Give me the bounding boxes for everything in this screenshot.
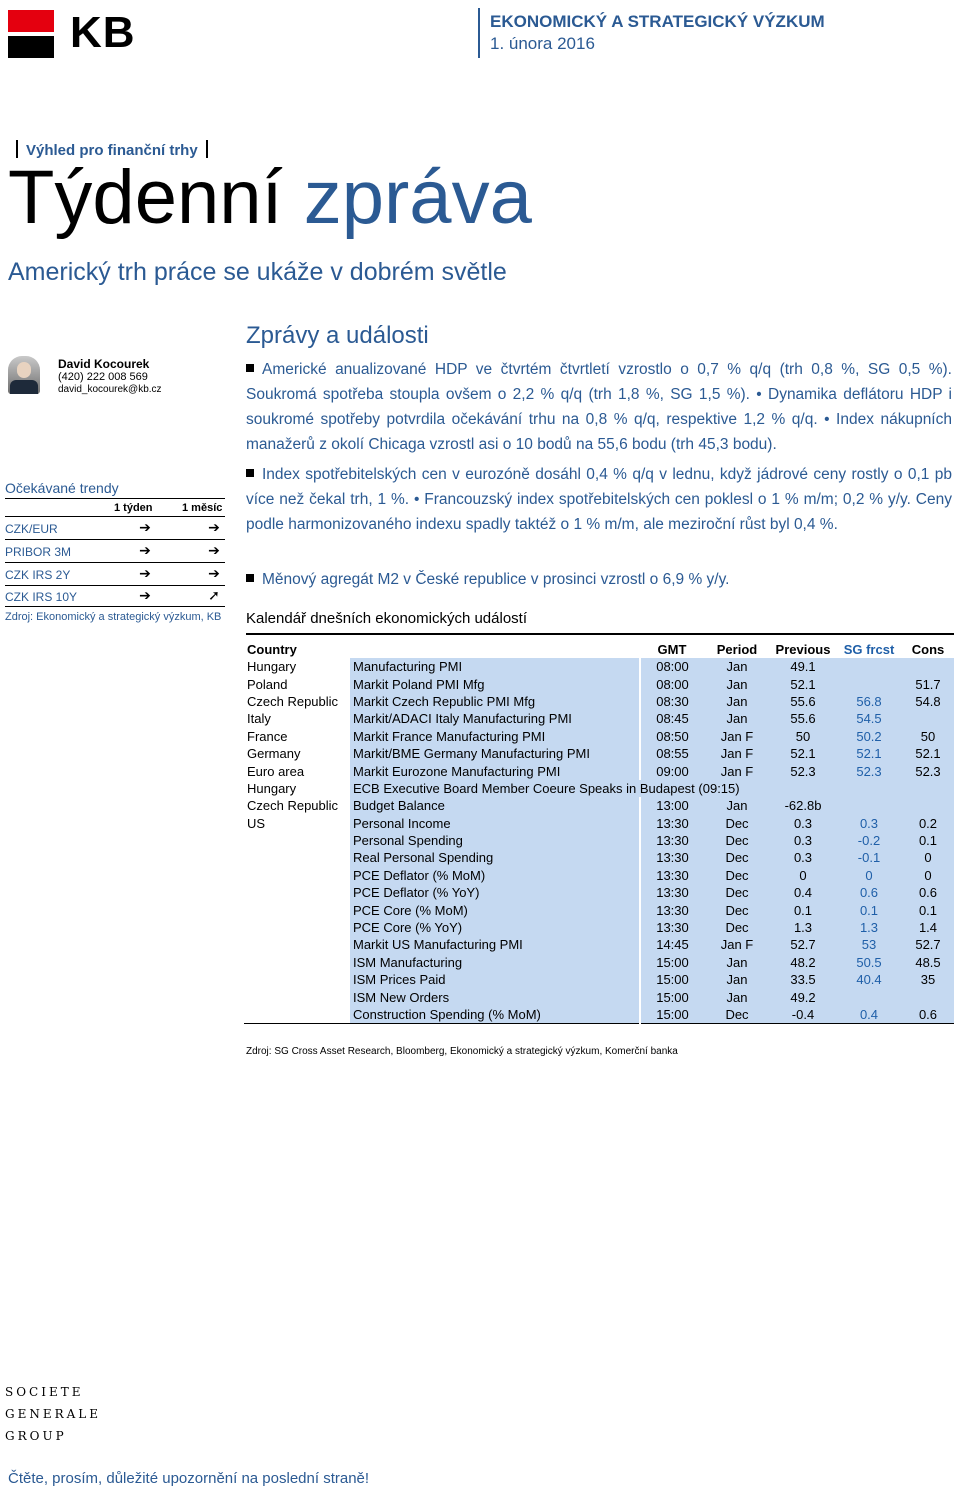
cell-consensus <box>902 710 954 727</box>
cell-gmt: 08:50 <box>640 728 704 745</box>
cell-period: Jan <box>704 693 770 710</box>
trends-rule-top <box>5 498 225 499</box>
cell-sg-forecast: 56.8 <box>836 693 902 710</box>
col-consensus: Cons <box>911 641 945 657</box>
cell-previous: 0.3 <box>770 815 836 832</box>
calendar-row <box>244 815 954 832</box>
cell-previous: 0.3 <box>770 832 836 849</box>
cell-country: Poland <box>244 675 350 692</box>
cell-country: Germany <box>244 745 350 762</box>
cell-event: PCE Deflator (% MoM) <box>350 867 640 884</box>
cell-country: Czech Republic <box>244 693 350 710</box>
trend-month-arrow-icon: ➔ <box>208 519 220 535</box>
cell-period: Jan <box>704 954 770 971</box>
calendar-row <box>244 780 954 797</box>
trend-label-czk-eur: CZK/EUR <box>5 522 58 536</box>
cell-period: Dec <box>704 884 770 901</box>
trend-label-pribor-3m: PRIBOR 3M <box>5 545 72 559</box>
calendar-row <box>244 832 954 849</box>
cell-consensus: 0.1 <box>902 832 954 849</box>
cell-country: Italy <box>244 710 350 727</box>
calendar-rule <box>246 633 954 635</box>
trends-rule <box>5 585 225 586</box>
cell-previous: 49.1 <box>770 658 836 675</box>
cell-previous: 1.3 <box>770 919 836 936</box>
cell-country: Euro area <box>244 762 350 779</box>
title-part2: zpráva <box>303 155 532 240</box>
cell-period: Jan F <box>704 728 770 745</box>
cell-gmt: 08:45 <box>640 710 704 727</box>
calendar-row <box>244 675 954 692</box>
cell-previous: 0.1 <box>770 901 836 918</box>
cell-period: Dec <box>704 919 770 936</box>
cell-period: Jan <box>704 988 770 1005</box>
trend-month-arrow-icon: ➔ <box>208 542 220 558</box>
cell-previous: 55.6 <box>770 710 836 727</box>
cell-country <box>244 901 350 918</box>
cell-gmt: 14:45 <box>640 936 704 953</box>
cell-gmt: 13:30 <box>640 815 704 832</box>
cell-previous: 52.7 <box>770 936 836 953</box>
trend-week-arrow-icon: ➔ <box>139 519 151 535</box>
cell-gmt: 08:30 <box>640 693 704 710</box>
cell-sg-forecast: 0.1 <box>836 901 902 918</box>
cell-event: Budget Balance <box>350 797 640 814</box>
kb-logo-text: KB <box>70 8 136 57</box>
calendar-header-row <box>244 640 954 658</box>
trend-week-arrow-icon: ➔ <box>139 542 151 558</box>
trends-title: Očekávané trendy <box>5 480 119 496</box>
cell-sg-forecast: 52.3 <box>836 762 902 779</box>
bullet-square-icon <box>246 574 254 582</box>
col-previous: Previous <box>775 641 831 657</box>
cell-previous: -0.4 <box>770 1006 836 1024</box>
cell-consensus: 0.6 <box>902 884 954 901</box>
cell-period: Dec <box>704 867 770 884</box>
cell-consensus <box>902 658 954 675</box>
cell-event: ECB Executive Board Member Coeure Speaks in Budapest (09:15) <box>350 780 836 797</box>
author-phone: (420) 222 008 569 <box>58 371 148 383</box>
col-event <box>350 640 640 658</box>
cell-gmt: 08:55 <box>640 745 704 762</box>
calendar-row <box>244 849 954 866</box>
calendar-row <box>244 745 954 762</box>
cell-country <box>244 971 350 988</box>
cell-event: Markit France Manufacturing PMI <box>350 728 640 745</box>
cell-period: Dec <box>704 1006 770 1024</box>
cell-previous: 0.4 <box>770 884 836 901</box>
page-title <box>8 155 532 240</box>
cell-consensus <box>902 780 954 797</box>
cell-country <box>244 867 350 884</box>
page-subtitle: Americký trh práce se ukáže v dobrém světle <box>8 258 507 286</box>
cell-gmt: 09:00 <box>640 762 704 779</box>
col-period: Period <box>716 641 758 657</box>
cell-sg-forecast: 0.6 <box>836 884 902 901</box>
cell-event: Construction Spending (% MoM) <box>350 1006 640 1024</box>
cell-country: Hungary <box>244 658 350 675</box>
cell-event: ISM New Orders <box>350 988 640 1005</box>
cell-previous: 52.3 <box>770 762 836 779</box>
kicker-text: Výhled pro finanční trhy <box>26 142 198 159</box>
cell-consensus: 52.7 <box>902 936 954 953</box>
cell-event: ISM Prices Paid <box>350 971 640 988</box>
cell-event: Personal Income <box>350 815 640 832</box>
cell-period: Jan <box>704 971 770 988</box>
cell-period: Dec <box>704 815 770 832</box>
cell-period: Dec <box>704 901 770 918</box>
trends-rule-bottom <box>5 606 225 607</box>
cell-gmt: 13:00 <box>640 797 704 814</box>
cell-event: PCE Core (% YoY) <box>350 919 640 936</box>
trends-col-month: 1 měsíc <box>182 502 223 514</box>
cell-consensus: 54.8 <box>902 693 954 710</box>
calendar-row <box>244 710 954 727</box>
calendar-table <box>244 640 954 1024</box>
news-paragraph <box>246 357 952 457</box>
cell-period: Jan F <box>704 745 770 762</box>
cell-event: PCE Deflator (% YoY) <box>350 884 640 901</box>
cell-country: France <box>244 728 350 745</box>
cell-consensus: 52.1 <box>902 745 954 762</box>
cell-gmt: 08:00 <box>640 658 704 675</box>
cell-country <box>244 884 350 901</box>
cell-previous: 48.2 <box>770 954 836 971</box>
cell-consensus: 0 <box>902 867 954 884</box>
cell-consensus: 48.5 <box>902 954 954 971</box>
sg-logo-line: GENERALE <box>5 1407 102 1421</box>
cell-event: Real Personal Spending <box>350 849 640 866</box>
news-paragraph-text: Americké anualizované HDP ve čtvrtém čtvrtletí vzrostlo o 0,7 % q/q (trh 0,8 %, SG 0,5 %). Soukromá spotřeba stoupla ovšem o 2,2 % q/q (trh 1,8 %, SG 1,5 %). • Dynamika deflátoru HDP i soukromé spotřeby potvrdila očekávání trhu na 0,8 % q/q, respektive 1,2 % q/q. • Index nákupních manažerů z okolí Chicaga vzrostl asi o 10 bodů na 55,6 bodu (trh 45,3 bodu). <box>246 361 952 453</box>
cell-gmt: 15:00 <box>640 954 704 971</box>
calendar-row <box>244 728 954 745</box>
cell-period: Jan <box>704 797 770 814</box>
cell-sg-forecast: 50.2 <box>836 728 902 745</box>
calendar-row <box>244 884 954 901</box>
cell-consensus: 1.4 <box>902 919 954 936</box>
cell-consensus <box>902 988 954 1005</box>
cell-event: Markit Poland PMI Mfg <box>350 675 640 692</box>
cell-country <box>244 936 350 953</box>
cell-sg-forecast: -0.2 <box>836 832 902 849</box>
trend-label-czk-irs-2y: CZK IRS 2Y <box>5 568 71 582</box>
calendar-row <box>244 901 954 918</box>
cell-gmt: 13:30 <box>640 849 704 866</box>
cell-consensus: 35 <box>902 971 954 988</box>
cell-consensus: 50 <box>902 728 954 745</box>
cell-previous: 0 <box>770 867 836 884</box>
trends-rule <box>5 539 225 540</box>
trend-week-arrow-icon: ➔ <box>139 587 151 603</box>
trends-source: Zdroj: Ekonomický a strategický výzkum, KB <box>5 611 222 623</box>
cell-sg-forecast <box>836 797 902 814</box>
calendar-row <box>244 936 954 953</box>
news-paragraph-text: Měnový agregát M2 v České republice v prosinci vzrostl o 6,9 % y/y. <box>262 571 730 588</box>
cell-sg-forecast: 0.3 <box>836 815 902 832</box>
cell-consensus: 51.7 <box>902 675 954 692</box>
calendar-row <box>244 988 954 1005</box>
cell-consensus <box>902 797 954 814</box>
cell-gmt: 15:00 <box>640 988 704 1005</box>
cell-sg-forecast <box>836 658 902 675</box>
kb-logo-mark <box>8 10 54 58</box>
trends-col-week: 1 týden <box>114 502 153 514</box>
trends-rule-head <box>5 516 225 517</box>
calendar-title: Kalendář dnešních ekonomických událostí <box>246 610 528 627</box>
cell-sg-forecast: 0 <box>836 867 902 884</box>
calendar-source: Zdroj: SG Cross Asset Research, Bloomberg, Ekonomický a strategický výzkum, Komerční banka <box>246 1046 678 1057</box>
bullet-square-icon <box>246 364 254 372</box>
cell-sg-forecast: 50.5 <box>836 954 902 971</box>
col-country: Country <box>247 641 297 657</box>
cell-sg-forecast: 1.3 <box>836 919 902 936</box>
cell-country <box>244 849 350 866</box>
cell-previous: 49.2 <box>770 988 836 1005</box>
cell-consensus: 0.6 <box>902 1006 954 1024</box>
cell-consensus: 0.1 <box>902 901 954 918</box>
author-name: David Kocourek <box>58 357 150 371</box>
trend-week-arrow-icon: ➔ <box>139 565 151 581</box>
cell-gmt: 15:00 <box>640 971 704 988</box>
bullet-square-icon <box>246 469 254 477</box>
calendar-row <box>244 693 954 710</box>
cell-country: US <box>244 815 350 832</box>
cell-period: Dec <box>704 849 770 866</box>
cell-previous: 33.5 <box>770 971 836 988</box>
cell-event: Markit Czech Republic PMI Mfg <box>350 693 640 710</box>
cell-country <box>244 919 350 936</box>
cell-country <box>244 954 350 971</box>
disclaimer-note: Čtěte, prosím, důležité upozornění na poslední straně! <box>8 1470 370 1487</box>
cell-consensus: 52.3 <box>902 762 954 779</box>
cell-country <box>244 832 350 849</box>
cell-period: Dec <box>704 832 770 849</box>
calendar-row <box>244 954 954 971</box>
calendar-row <box>244 762 954 779</box>
cell-previous: 55.6 <box>770 693 836 710</box>
cell-event: PCE Core (% MoM) <box>350 901 640 918</box>
calendar-row <box>244 919 954 936</box>
calendar-row <box>244 658 954 675</box>
cell-sg-forecast <box>836 988 902 1005</box>
cell-sg-forecast: -0.1 <box>836 849 902 866</box>
sg-logo-line: GROUP <box>5 1429 67 1443</box>
cell-period: Jan F <box>704 762 770 779</box>
col-gmt: GMT <box>657 641 687 657</box>
cell-event: Markit/ADACI Italy Manufacturing PMI <box>350 710 640 727</box>
cell-sg-forecast: 54.5 <box>836 710 902 727</box>
cell-sg-forecast: 52.1 <box>836 745 902 762</box>
cell-sg-forecast: 40.4 <box>836 971 902 988</box>
cell-sg-forecast: 0.4 <box>836 1006 902 1024</box>
cell-country: Czech Republic <box>244 797 350 814</box>
cell-previous: 50 <box>770 728 836 745</box>
cell-event: ISM Manufacturing <box>350 954 640 971</box>
calendar-row <box>244 867 954 884</box>
news-paragraph <box>246 462 952 537</box>
trend-month-arrow-icon: ➚ <box>208 587 220 603</box>
cell-gmt: 13:30 <box>640 867 704 884</box>
calendar-row <box>244 971 954 988</box>
cell-period: Jan <box>704 658 770 675</box>
cell-country: Hungary <box>244 780 350 797</box>
trend-label-czk-irs-10y: CZK IRS 10Y <box>5 590 78 604</box>
cell-country <box>244 1006 350 1024</box>
calendar-row <box>244 1006 954 1024</box>
cell-gmt: 15:00 <box>640 1006 704 1024</box>
cell-gmt: 13:30 <box>640 919 704 936</box>
cell-gmt: 13:30 <box>640 901 704 918</box>
cell-sg-forecast <box>836 675 902 692</box>
calendar-row <box>244 797 954 814</box>
sg-logo-line: SOCIETE <box>5 1385 84 1399</box>
cell-consensus: 0 <box>902 849 954 866</box>
trend-month-arrow-icon: ➔ <box>208 565 220 581</box>
report-date: 1. února 2016 <box>490 34 595 53</box>
author-email[interactable]: david_kocourek@kb.cz <box>58 384 162 395</box>
col-sg-forecast: SG frcst <box>843 641 895 657</box>
trends-rule <box>5 562 225 563</box>
cell-consensus: 0.2 <box>902 815 954 832</box>
header-divider <box>478 8 480 58</box>
cell-event: Markit Eurozone Manufacturing PMI <box>350 762 640 779</box>
cell-gmt: 13:30 <box>640 884 704 901</box>
cell-period: Jan <box>704 675 770 692</box>
cell-country <box>244 988 350 1005</box>
cell-event: Markit US Manufacturing PMI <box>350 936 640 953</box>
cell-event: Markit/BME Germany Manufacturing PMI <box>350 745 640 762</box>
cell-period: Jan <box>704 710 770 727</box>
cell-gmt: 13:30 <box>640 832 704 849</box>
news-paragraph-text: Index spotřebitelských cen v eurozóně dosáhl 0,4 % q/q v lednu, když jádrové ceny rostly o 0,1 pb více než čekal trh, 1 %. • Francouzský index spotřebitelských cen poklesl o 1 % m/m; 0,2 % y/y. Ceny podle harmonizovaného indexu spadly taktéž o 1 % m/m, ale meziroční růst byl 0,4 %. <box>246 466 952 533</box>
author-photo <box>8 356 40 394</box>
cell-event: Manufacturing PMI <box>350 658 640 675</box>
cell-previous: 52.1 <box>770 745 836 762</box>
cell-previous: 0.3 <box>770 849 836 866</box>
cell-previous: 52.1 <box>770 675 836 692</box>
cell-event: Personal Spending <box>350 832 640 849</box>
cell-sg-forecast <box>836 780 902 797</box>
news-paragraph <box>246 567 952 592</box>
news-title: Zprávy a události <box>246 322 429 349</box>
cell-period: Jan F <box>704 936 770 953</box>
title-part1: Týdenní <box>8 155 283 240</box>
cell-gmt: 08:00 <box>640 675 704 692</box>
cell-previous: -62.8b <box>770 797 836 814</box>
cell-sg-forecast: 53 <box>836 936 902 953</box>
department-title: EKONOMICKÝ A STRATEGICKÝ VÝZKUM <box>490 12 825 31</box>
